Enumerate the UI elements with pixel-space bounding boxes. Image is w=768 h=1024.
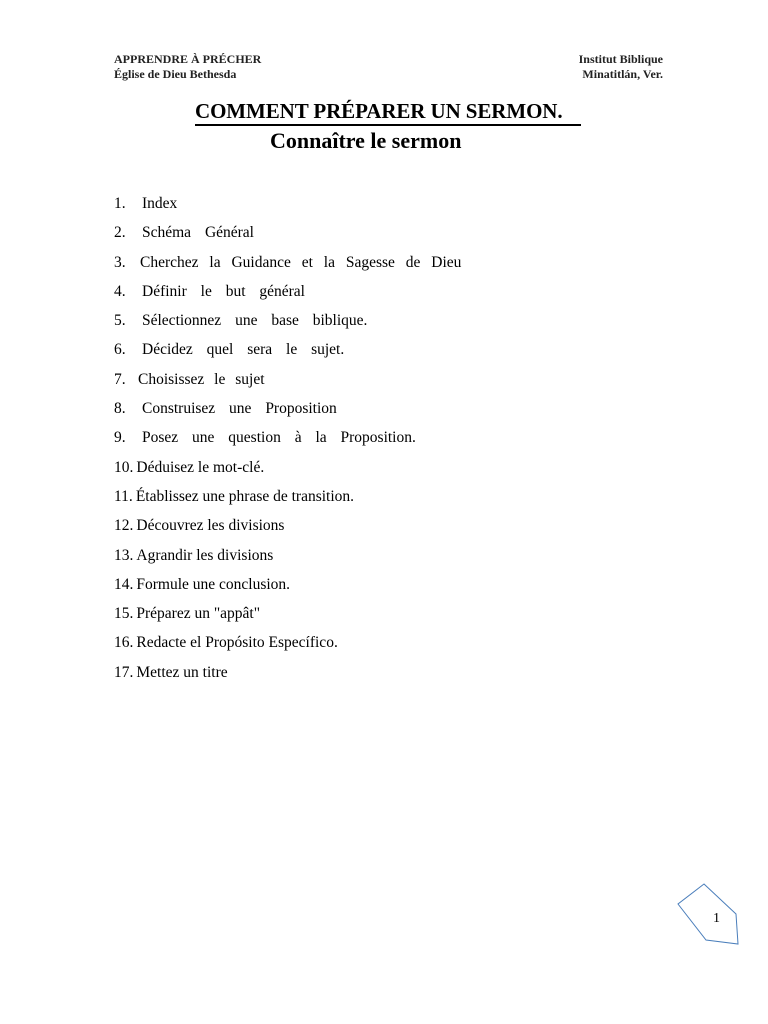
title-underline [195, 124, 581, 126]
list-item-number: 5. [114, 312, 126, 330]
header-left [114, 52, 261, 81]
list-item-number: 14. [114, 575, 134, 593]
list-item-text: Agrandir les divisions [136, 546, 274, 564]
list-item-number: 13. [114, 546, 134, 564]
list-item [114, 370, 461, 399]
list-item-number: 11. [114, 487, 133, 505]
list-item-number: 15. [114, 605, 134, 623]
list-item [114, 633, 461, 662]
list-item-text: Découvrez les divisions [136, 517, 285, 535]
table-of-contents [114, 194, 461, 692]
list-item-text: Index [142, 195, 178, 212]
list-item [114, 223, 461, 252]
header-institute-name: Institut Biblique [578, 52, 663, 66]
list-item-text: Cherchez la Guidance et la Sagesse de Dieu [140, 253, 462, 271]
list-item-number: 9. [114, 429, 126, 447]
list-item-number: 7. [114, 370, 126, 388]
list-item-text: Préparez un "appât" [136, 605, 261, 623]
list-item-number: 16. [114, 634, 134, 652]
page-subtitle: Connaître le sermon [270, 128, 462, 153]
list-item [114, 458, 461, 487]
list-item-text: Sélectionnez une base biblique. [142, 312, 368, 330]
list-item [114, 516, 461, 545]
list-item [114, 311, 461, 340]
list-item [114, 428, 461, 457]
header-church-name: Église de Dieu Bethesda [114, 66, 237, 81]
list-item-number: 6. [114, 341, 126, 359]
list-item-number: 1. [114, 195, 126, 212]
list-item-text: Établissez une phrase de transition. [135, 487, 355, 505]
list-item-number: 2. [114, 224, 126, 242]
page-number: 1 [713, 911, 720, 926]
header-location: Minatitlán, Ver. [582, 66, 663, 81]
list-item [114, 663, 461, 692]
list-item-text: Schéma Général [142, 224, 254, 242]
list-item [114, 575, 461, 604]
header-right [579, 52, 663, 81]
list-item-number: 17. [114, 663, 134, 681]
list-item-text: Déduisez le mot-clé. [136, 458, 265, 476]
list-item-number: 10. [114, 458, 134, 476]
list-item-number: 3. [114, 253, 126, 271]
list-item-text: Posez une question à la Proposition. [142, 429, 416, 447]
list-item-text: Décidez quel sera le sujet. [142, 341, 345, 359]
header-course-title: APPRENDRE À PRÉCHER [114, 52, 262, 66]
list-item [114, 546, 461, 575]
list-item [114, 399, 461, 428]
page-number-badge-icon [676, 882, 740, 946]
list-item-text: Construisez une Proposition [142, 400, 337, 418]
list-item [114, 194, 461, 223]
list-item-text: Mettez un titre [136, 663, 228, 681]
list-item [114, 340, 461, 369]
page-title: COMMENT PRÉPARER UN SERMON. [195, 99, 563, 123]
list-item-text: Redacte el Propósito Específico. [136, 634, 338, 652]
list-item [114, 282, 461, 311]
list-item-text: Formule une conclusion. [136, 575, 291, 593]
list-item-text: Définir le but général [142, 282, 305, 300]
list-item [114, 253, 461, 282]
list-item [114, 604, 461, 633]
list-item-number: 12. [114, 517, 134, 535]
list-item-number: 8. [114, 400, 126, 418]
list-item-text: Choisissez le sujet [138, 370, 265, 388]
list-item [114, 487, 461, 516]
list-item-number: 4. [114, 282, 126, 300]
